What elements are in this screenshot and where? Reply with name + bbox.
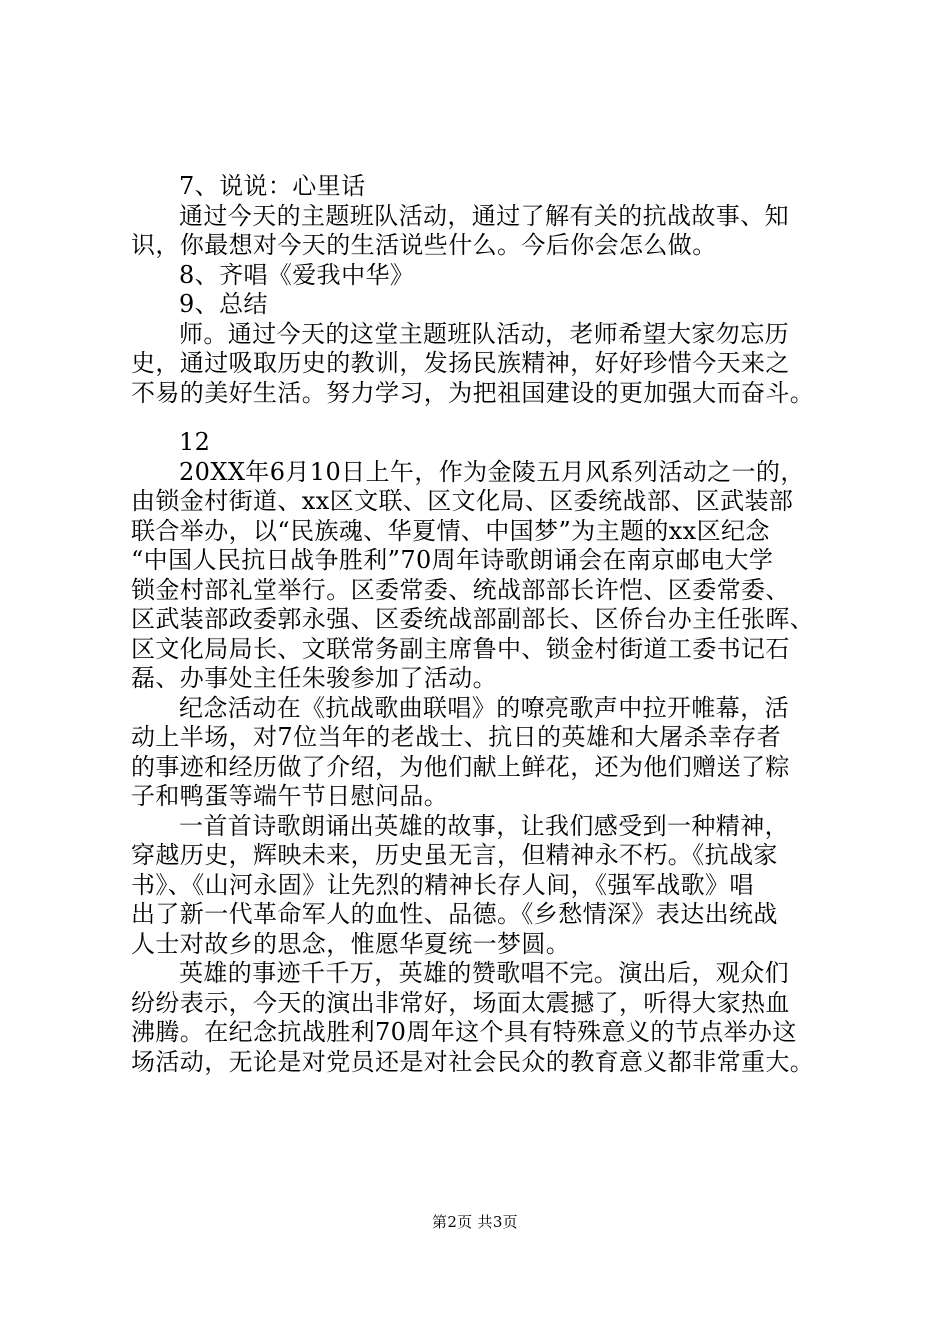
paragraph-line: 出了新一代革命军人的血性、品德。《乡愁情深》表达出统战 [131,900,778,928]
paragraph-line: 史，通过吸取历史的教训，发扬民族精神，好好珍惜今天来之 [131,349,790,377]
paragraph-line: 沸腾。在纪念抗战胜利70周年这个具有特殊意义的节点举办这 [131,1018,797,1046]
list-item-heading: 9、总结 [179,290,268,318]
paragraph-line: 动上半场，对7位当年的老战士、抗日的英雄和大屠杀幸存者 [131,723,782,751]
section-number: 12 [179,428,211,456]
paragraph-line: 穿越历史，辉映未来，历史虽无言，但精神永不朽。《抗战家 [131,841,778,869]
paragraph-line: 通过今天的主题班队活动，通过了解有关的抗战故事、知 [179,201,789,230]
paragraph-line: 联合举办，以“民族魂、华夏情、中国梦”为主题的xx区纪念 [131,516,770,545]
section-gap [131,408,831,428]
page-footer: 第2页 共3页 [432,1213,518,1231]
paragraph-line: 子和鸭蛋等端午节日慰问品。 [131,782,449,810]
paragraph-line: 人士对故乡的思念，惟愿华夏统一梦圆。 [131,929,571,958]
paragraph-line: 师。通过今天的这堂主题班队活动，老师希望大家勿忘历 [179,319,789,348]
paragraph-line: 英雄的事迹千千万，英雄的赞歌唱不完。演出后，观众们 [179,959,789,987]
paragraph-line: 20XX年6月10日上午，作为金陵五月风系列活动之一的， [179,457,805,486]
list-item-heading: 7、说说：心里话 [179,172,366,200]
paragraph-line: 纷纷表示，今天的演出非常好，场面太震撼了，听得大家热血 [131,988,790,1017]
list-item-heading: 8、齐唱《爱我中华》 [179,260,415,289]
paragraph-line: 磊、办事处主任朱骏参加了活动。 [131,664,497,692]
paragraph-line: 场活动，无论是对党员还是对社会民众的教育意义都非常重大。 [131,1047,815,1076]
paragraph-line: 锁金村部礼堂举行。区委常委、统战部部长许恺、区委常委、 [131,575,790,604]
paragraph-line: 一首首诗歌朗诵出英雄的故事，让我们感受到一种精神， [179,811,789,840]
paragraph-line: 区武装部政委郭永强、区委统战部副部长、区侨台办主任张晖、 [131,605,815,633]
paragraph-line: 由锁金村街道、xx区文联、区文化局、区委统战部、区武装部 [131,487,794,515]
paragraph-line: 区文化局局长、文联常务副主席鲁中、锁金村街道工委书记石 [131,634,790,663]
paragraph-line: 的事迹和经历做了介绍，为他们献上鲜花，还为他们赠送了粽 [131,752,790,781]
paragraph-line: 书》、《山河永固》让先烈的精神长存人间，《强军战歌》唱 [131,870,754,899]
paragraph-line: 纪念活动在《抗战歌曲联唱》的嘹亮歌声中拉开帷幕，活 [179,693,789,722]
paragraph-line: 识，你最想对今天的生活说些什么。今后你会怎么做。 [131,231,717,259]
paragraph-line: 不易的美好生活。努力学习，为把祖国建设的更加强大而奋斗。 [131,378,815,407]
paragraph-line: “中国人民抗日战争胜利”70周年诗歌朗诵会在南京邮电大学 [131,546,774,574]
document-body [131,172,831,1077]
